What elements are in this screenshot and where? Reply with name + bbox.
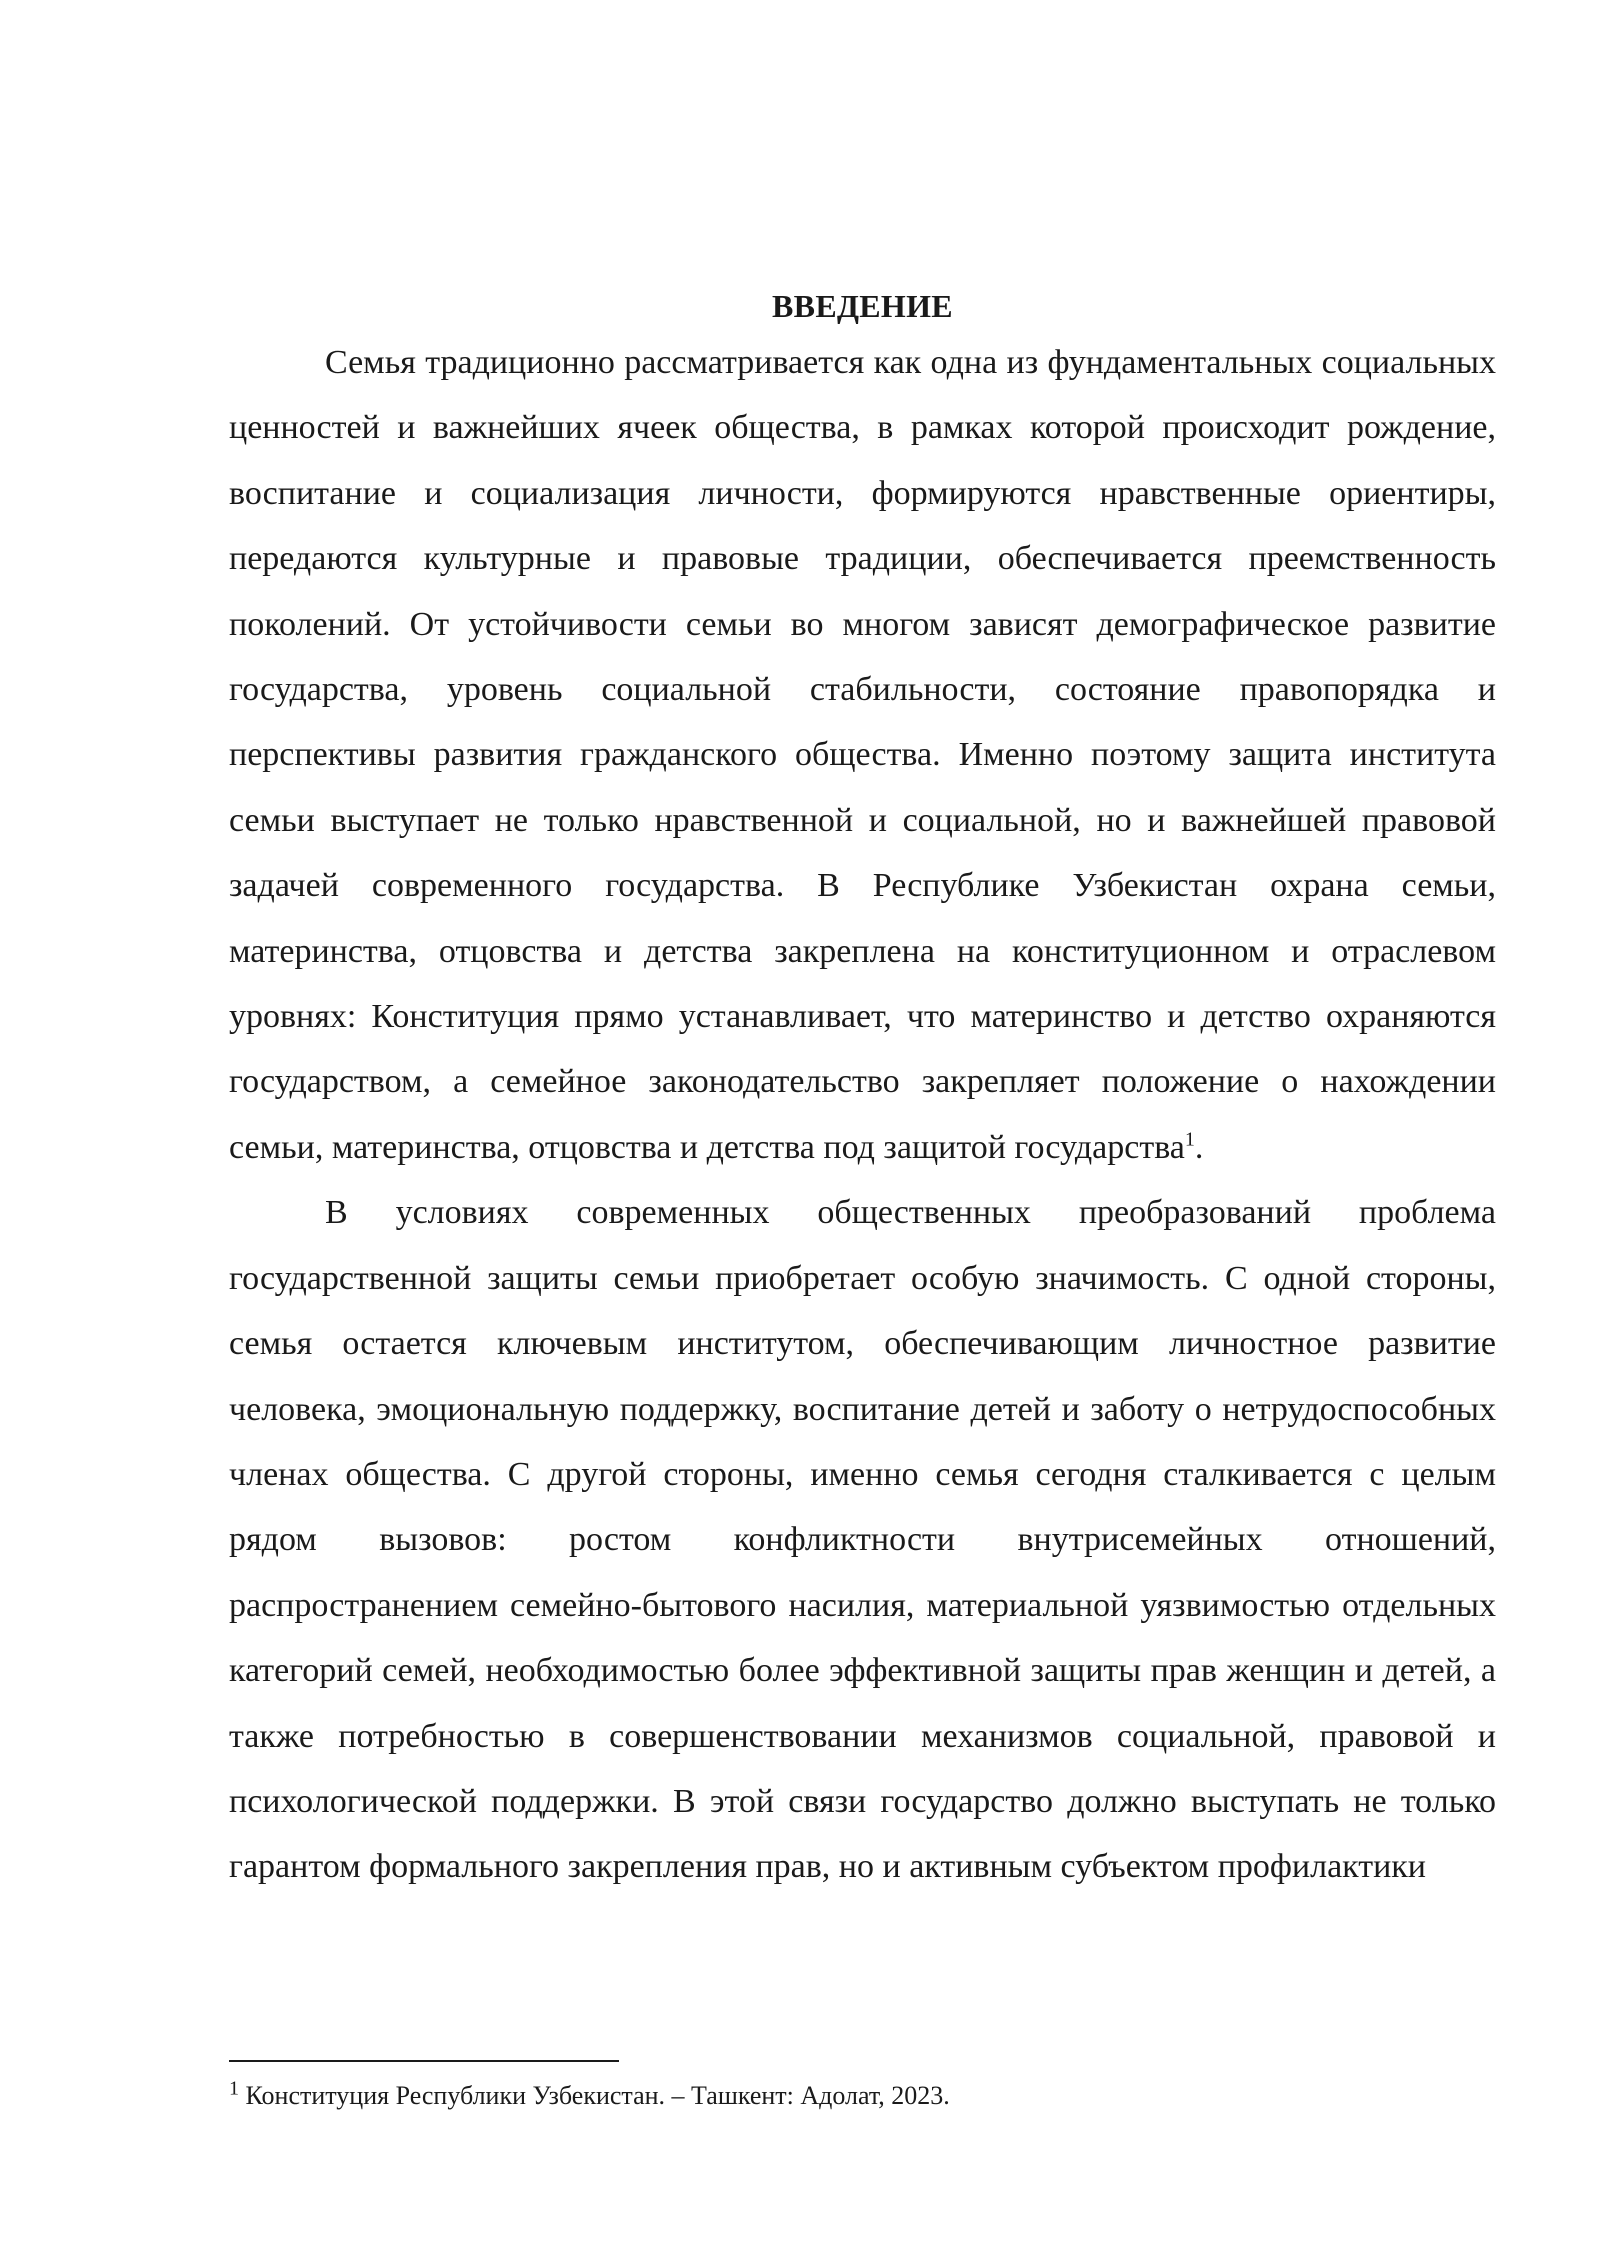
footnote-separator	[229, 2060, 619, 2062]
section-heading: ВВЕДЕНИЕ	[772, 288, 953, 324]
paragraph-1-text: Семья традиционно рассматривается как одна из фундаментальных социальных ценностей и важнейших ячеек общества, в рамках которой происходит рождение, воспитание и социализация личности, формируются нравственные ориентиры, передаются культурные и правовые традиции, обеспечивается преемственность поколений. От устойчивости семьи во многом зависят демографическое развитие государства, уровень социальной стабильности, состояние правопорядка и перспективы развития гражданского общества. Именно поэтому защита института семьи выступает не только нравственной и социальной, но и важнейшей правовой задачей современного государства. В Республике Узбекистан охрана семьи, материнства, отцовства и детства закреплена на конституционном и отраслевом уровнях: Конституция прямо устанавливает, что материнство и детство охраняются государством, а семейное законодательство закрепляет положение о нахождении семьи, материнства, отцовства и детства под защитой государства	[229, 344, 1496, 1166]
paragraph-1-end: .	[1194, 1128, 1204, 1166]
footnote-text: Конституция Республики Узбекистан. – Ташкент: Адолат, 2023.	[239, 2081, 950, 2110]
paragraph-2: В условиях современных общественных преобразований проблема государственной защиты семьи приобретает особую значимость. С одной стороны, семья остается ключевым институтом, обеспечивающим личностное развитие человека, эмоциональную поддержку, воспитание детей и заботу о нетрудоспособных членах общества. С другой стороны, именно семья сегодня сталкивается с целым рядом вызовов: ростом конфликтности внутрисемейных отношений, распространением семейно-бытового насилия, материальной уязвимостью отдельных категорий семей, необходимостью более эффективной защиты прав женщин и детей, а также потребностью в совершенствовании механизмов социальной, правовой и психологической поддержки. В этой связи государство должно выступать не только гарантом формального закрепления прав, но и активным субъектом профилактики	[229, 1194, 1496, 1886]
document-page	[229, 282, 1496, 1900]
footnote-number: 1	[229, 2077, 239, 2100]
footnote	[229, 2078, 1496, 2114]
footnote-reference[interactable]: 1	[1184, 1128, 1195, 1151]
paragraph-1	[229, 330, 1496, 1180]
